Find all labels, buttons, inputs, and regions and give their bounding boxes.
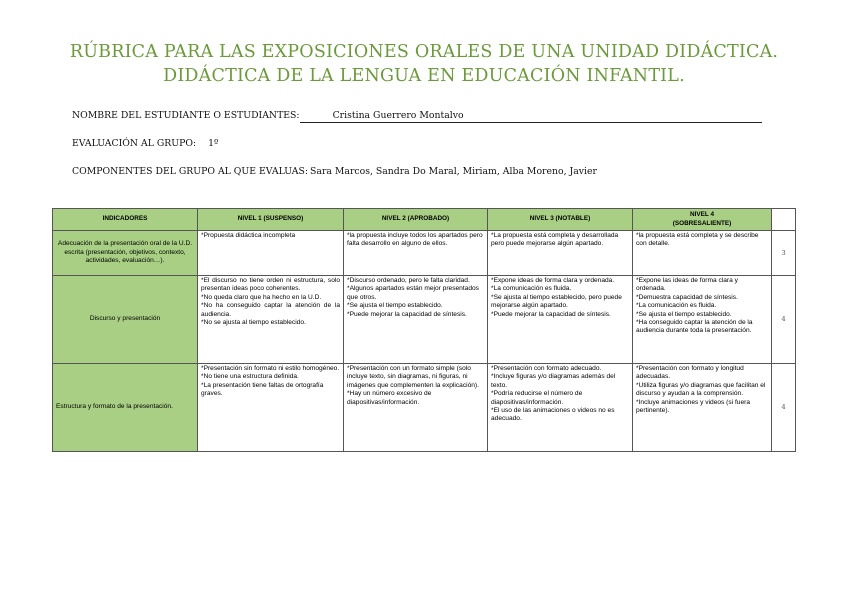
header-level-1: NIVEL 1 (SUSPENSO) xyxy=(198,209,344,231)
header-score xyxy=(772,209,796,231)
title-line-2: DIDÁCTICA DE LA LENGUA EN EDUCACIÓN INFANTIL. xyxy=(163,66,685,86)
header-level-4: NIVEL 4 (SOBRESALIENTE) xyxy=(633,209,772,231)
score-cell[interactable]: 4 xyxy=(772,276,796,364)
level-3-cell: *Expone ideas de forma clara y ordenada. *La comunicación es fluida. *Se ajusta al tiempo establecido, pero puede mejorarse algún apartado. *Puede mejorar la capacidad de síntesis. xyxy=(488,276,633,364)
score-cell[interactable]: 3 xyxy=(772,231,796,276)
level-4-cell: *Expone las ideas de forma clara y ordenada. *Demuestra capacidad de síntesis. *La comunicación es fluida. *Se ajusta el tiempo establecido. *Ha conseguido captar la atención de la audiencia durante toda la presentación. xyxy=(633,276,772,364)
table-row xyxy=(53,364,796,452)
table-row xyxy=(53,276,796,364)
student-name-field xyxy=(72,110,762,123)
table-row xyxy=(53,231,796,276)
rubric-table xyxy=(52,208,796,452)
level-4-cell: *Presentación con formato y longitud adecuadas. *Utiliza figuras y/o diagramas que facilitan el discurso y ayudan a la comprensión. *Incluye animaciones y videos (si fuera pertinente). xyxy=(633,364,772,452)
group-evaluation-value[interactable]: 1º xyxy=(208,138,219,149)
document-title xyxy=(0,40,848,88)
level-2-cell: *Presentación con un formato simple (solo incluye texto, sin diagramas, ni figuras, ni imágenes que complementen la explicación). *Hay un número excesivo de diapositivas/información. xyxy=(344,364,488,452)
indicator-cell: Adecuación de la presentación oral de la U.D. escrita (presentación, objetivos, contexto, actividades, evaluación…). xyxy=(53,231,198,276)
group-components-value[interactable]: Sara Marcos, Sandra Do Maral, Miriam, Alba Moreno, Javier xyxy=(310,166,597,177)
group-components-field xyxy=(72,166,597,177)
level-3-cell: *La propuesta está completa y desarrollada pero puede mejorarse algún apartado. xyxy=(488,231,633,276)
score-cell[interactable]: 4 xyxy=(772,364,796,452)
indicator-cell: Estructura y formato de la presentación. xyxy=(53,364,198,452)
student-name-label: NOMBRE DEL ESTUDIANTE O ESTUDIANTES: xyxy=(72,110,300,121)
group-evaluation-label: EVALUACIÓN AL GRUPO: xyxy=(72,138,197,149)
title-line-1: RÚBRICA PARA LAS EXPOSICIONES ORALES DE UNA UNIDAD DIDÁCTICA. xyxy=(69,42,779,62)
header-level-2: NIVEL 2 (APROBADO) xyxy=(344,209,488,231)
student-name-value[interactable]: Cristina Guerrero Montalvo xyxy=(300,110,762,123)
level-2-cell: *la propuesta incluye todos los apartados pero falta desarrollo en alguno de ellos. xyxy=(344,231,488,276)
header-level-3: NIVEL 3 (NOTABLE) xyxy=(488,209,633,231)
indicator-cell: Discurso y presentación xyxy=(53,276,198,364)
table-header-row xyxy=(53,209,796,231)
level-1-cell: *Propuesta didáctica incompleta xyxy=(198,231,344,276)
level-1-cell: *El discurso no tiene orden ni estructura, solo presentan ideas poco coherentes. *No queda claro que ha hecho en la U.D. *No ha conseguido captar la atención de la audiencia. *No se ajusta al tiempo establecido. xyxy=(198,276,344,364)
group-evaluation-field xyxy=(72,138,218,149)
level-4-cell: *la propuesta está completa y se describe con detalle. xyxy=(633,231,772,276)
level-1-cell: *Presentación sin formato ni estilo homogéneo. *No tiene una estructura definida. *La presentación tiene faltas de ortografía graves. xyxy=(198,364,344,452)
group-components-label: COMPONENTES DEL GRUPO AL QUE EVALUAS: xyxy=(72,166,309,177)
header-indicators: INDICADORES xyxy=(53,209,198,231)
level-3-cell: *Presentación con formato adecuado. *Incluye figuras y/o diagramas además del texto. *Podría reducirse el número de diapositivas/información. *El uso de las animaciones o videos no es adecuado. xyxy=(488,364,633,452)
level-2-cell: *Discurso ordenado, pero le falta claridad. *Algunos apartados están mejor presentados que otros. *Se ajusta el tiempo establecido. *Puede mejorar la capacidad de síntesis. xyxy=(344,276,488,364)
